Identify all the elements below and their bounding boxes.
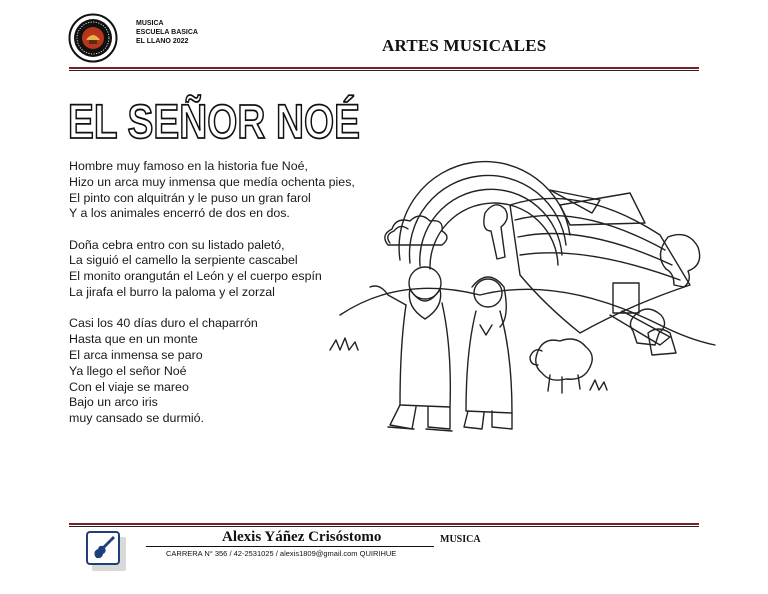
poem-line: La siguió el camello la serpiente cascabel	[69, 253, 298, 268]
poem-line: Hasta que en un monte	[69, 332, 198, 347]
noahs-ark-illustration	[330, 165, 720, 455]
poem-line: Bajo un arco iris	[69, 395, 158, 410]
header-divider-thin	[69, 70, 699, 71]
stanza-2	[69, 238, 355, 301]
stanza-3	[69, 316, 355, 427]
elephant-icon	[660, 235, 699, 287]
school-line: MUSICA	[136, 20, 164, 27]
contact-info: CARRERA N° 356 / 42-2531025 / alexis1809@gmail.com QUIRIHUE	[166, 549, 397, 558]
poem-title-text: EL SEÑOR NOÉ	[68, 96, 430, 149]
woman-figure-icon	[464, 277, 512, 429]
poem-line: La jirafa el burro la paloma y el zorzal	[69, 285, 275, 300]
poem-line: El arca inmensa se paro	[69, 347, 203, 362]
school-line: ESCUELA BASICA	[136, 29, 198, 36]
footer-divider	[69, 523, 699, 525]
poem-line: Ya llego el señor Noé	[69, 363, 187, 378]
department-label: MUSICA	[440, 534, 481, 545]
poem-title	[66, 94, 430, 149]
stanza-1	[69, 159, 355, 222]
lion-icon	[630, 309, 664, 345]
poem-line: Con el viaje se mareo	[69, 379, 189, 394]
sheep-icon	[530, 339, 592, 393]
ark-icon	[510, 190, 690, 345]
author-underline	[146, 546, 434, 547]
school-line: EL LLANO 2022	[136, 38, 189, 45]
guitar-icon	[86, 531, 120, 565]
poem-line: El pinto con alquitrán y le puso un gran farol	[69, 190, 311, 205]
school-info	[136, 19, 198, 46]
footer-divider-thin	[69, 526, 699, 527]
subject-heading: ARTES MUSICALES	[382, 36, 547, 55]
poem-line: Doña cebra entro con su listado paletó,	[69, 237, 285, 252]
header-divider	[69, 67, 699, 69]
school-seal-icon	[68, 13, 118, 63]
poem-line: Y a los animales encerró de dos en dos.	[69, 206, 290, 221]
noah-figure-icon	[370, 267, 452, 431]
poem-body	[69, 159, 355, 442]
giraffe-icon	[484, 205, 507, 259]
poem-line: El monito orangután el León y el cuerpo espín	[69, 269, 322, 284]
poem-line: Hombre muy famoso en la historia fue Noé,	[69, 159, 308, 173]
author-name: Alexis Yáñez Crisóstomo	[222, 529, 382, 545]
grass-icon	[330, 338, 607, 390]
poem-line: muy cansado se durmió.	[69, 411, 204, 426]
poem-line: Hizo un arca muy inmensa que medía ochenta pies,	[69, 174, 355, 189]
poem-line: Casi los 40 días duro el chaparrón	[69, 316, 258, 331]
